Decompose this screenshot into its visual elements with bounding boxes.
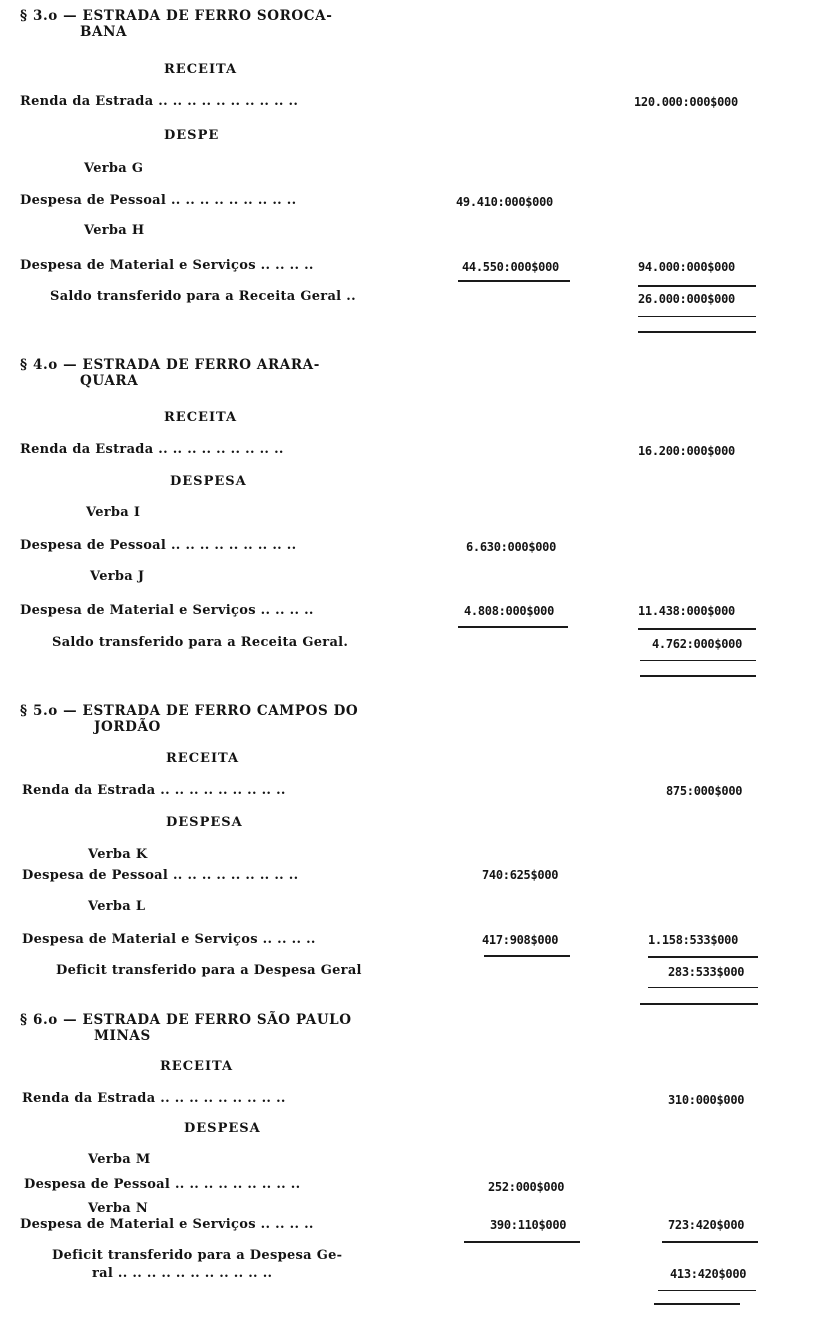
- saldo-label-line-2: ral .. .. .. .. .. .. .. .. .. .. ..: [92, 1266, 273, 1281]
- material-total: 723:420$000: [668, 1218, 745, 1232]
- pessoal-amount: 740:625$000: [482, 868, 559, 882]
- saldo-label: Saldo transferido para a Receita Geral.: [52, 635, 349, 650]
- section-heading-line-1: § 5.o — ESTRADA DE FERRO CAMPOS DO: [20, 703, 359, 719]
- sum-rule: [648, 956, 758, 958]
- material-amount: 390:110$000: [490, 1218, 567, 1232]
- pessoal-label: Despesa de Pessoal .. .. .. .. .. .. .. .. ..: [20, 193, 297, 208]
- material-total: 94.000:000$000: [638, 260, 735, 274]
- sum-rule: [484, 955, 570, 957]
- saldo-amount: 413:420$000: [670, 1267, 747, 1281]
- receita-title: RECEITA: [164, 62, 238, 77]
- sum-rule: [638, 285, 756, 287]
- material-label: Despesa de Material e Serviços .. .. .. ..: [20, 603, 314, 618]
- verba-label: Verba H: [84, 223, 145, 238]
- renda-label: Renda da Estrada .. .. .. .. .. .. .. .. ..: [20, 442, 284, 457]
- sum-rule: [458, 626, 568, 628]
- despesa-title: DESPESA: [166, 815, 243, 830]
- total-rule-top: [648, 987, 758, 988]
- material-total: 11.438:000$000: [638, 604, 735, 618]
- sum-rule: [662, 1241, 758, 1243]
- section-heading-line-2: BANA: [80, 24, 128, 40]
- material-label: Despesa de Material e Serviços .. .. .. ..: [22, 932, 316, 947]
- renda-label: Renda da Estrada .. .. .. .. .. .. .. .. ..: [22, 1091, 286, 1106]
- section-heading-line-2: MINAS: [94, 1028, 151, 1044]
- sum-rule: [464, 1241, 580, 1243]
- pessoal-amount: 6.630:000$000: [466, 540, 557, 554]
- material-amount: 4.808:000$000: [464, 604, 555, 618]
- sum-rule: [458, 280, 570, 282]
- verba-label: Verba L: [88, 899, 146, 914]
- total-rule-bottom: [654, 1303, 740, 1305]
- total-rule-top: [638, 316, 756, 317]
- receita-title: RECEITA: [160, 1059, 234, 1074]
- renda-label: Renda da Estrada .. .. .. .. .. .. .. .. .. ..: [20, 94, 299, 109]
- total-rule-bottom: [640, 675, 756, 677]
- renda-amount: 16.200:000$000: [638, 444, 735, 458]
- renda-label: Renda da Estrada .. .. .. .. .. .. .. .. ..: [22, 783, 286, 798]
- section-heading-line-2: QUARA: [80, 373, 139, 389]
- section-heading-line-1: § 4.o — ESTRADA DE FERRO ARARA-: [20, 357, 320, 373]
- sum-rule: [638, 628, 756, 630]
- material-amount: 44.550:000$000: [462, 260, 559, 274]
- saldo-amount: 4.762:000$000: [652, 637, 743, 651]
- saldo-amount: 283:533$000: [668, 965, 745, 979]
- verba-label: Verba J: [90, 569, 145, 584]
- pessoal-amount: 49.410:000$000: [456, 195, 553, 209]
- verba-label: Verba I: [86, 505, 141, 520]
- despesa-title: DESPESA: [184, 1121, 261, 1136]
- verba-label: Verba M: [88, 1152, 151, 1167]
- verba-label: Verba G: [84, 161, 144, 176]
- pessoal-label: Despesa de Pessoal .. .. .. .. .. .. .. .. ..: [24, 1177, 301, 1192]
- renda-amount: 120.000:000$000: [634, 95, 738, 109]
- despesa-title: DESPESA: [170, 474, 247, 489]
- total-rule-top: [658, 1290, 756, 1291]
- verba-label: Verba K: [88, 847, 148, 862]
- saldo-label-line-1: Deficit transferido para a Despesa Ge-: [52, 1248, 343, 1263]
- despesa-title: DESPE: [164, 128, 220, 143]
- saldo-label: Deficit transferido para a Despesa Geral: [56, 963, 362, 978]
- section-heading-line-1: § 3.o — ESTRADA DE FERRO SOROCA-: [20, 8, 333, 24]
- material-label: Despesa de Material e Serviços .. .. .. ..: [20, 1217, 314, 1232]
- renda-amount: 875:000$000: [666, 784, 743, 798]
- verba-label: Verba N: [88, 1201, 149, 1216]
- pessoal-label: Despesa de Pessoal .. .. .. .. .. .. .. .. ..: [20, 538, 297, 553]
- pessoal-amount: 252:000$000: [488, 1180, 565, 1194]
- receita-title: RECEITA: [166, 751, 240, 766]
- section-heading-line-2: JORDÃO: [94, 719, 161, 735]
- section-heading-line-1: § 6.o — ESTRADA DE FERRO SÃO PAULO: [20, 1012, 352, 1028]
- saldo-label: Saldo transferido para a Receita Geral ..: [50, 289, 356, 304]
- renda-amount: 310:000$000: [668, 1093, 745, 1107]
- total-rule-top: [640, 660, 756, 661]
- material-total: 1.158:533$000: [648, 933, 739, 947]
- material-label: Despesa de Material e Serviços .. .. .. ..: [20, 258, 314, 273]
- saldo-amount: 26.000:000$000: [638, 292, 735, 306]
- receita-title: RECEITA: [164, 410, 238, 425]
- total-rule-bottom: [640, 1003, 758, 1005]
- pessoal-label: Despesa de Pessoal .. .. .. .. .. .. .. .. ..: [22, 868, 299, 883]
- total-rule-bottom: [638, 331, 756, 333]
- material-amount: 417:908$000: [482, 933, 559, 947]
